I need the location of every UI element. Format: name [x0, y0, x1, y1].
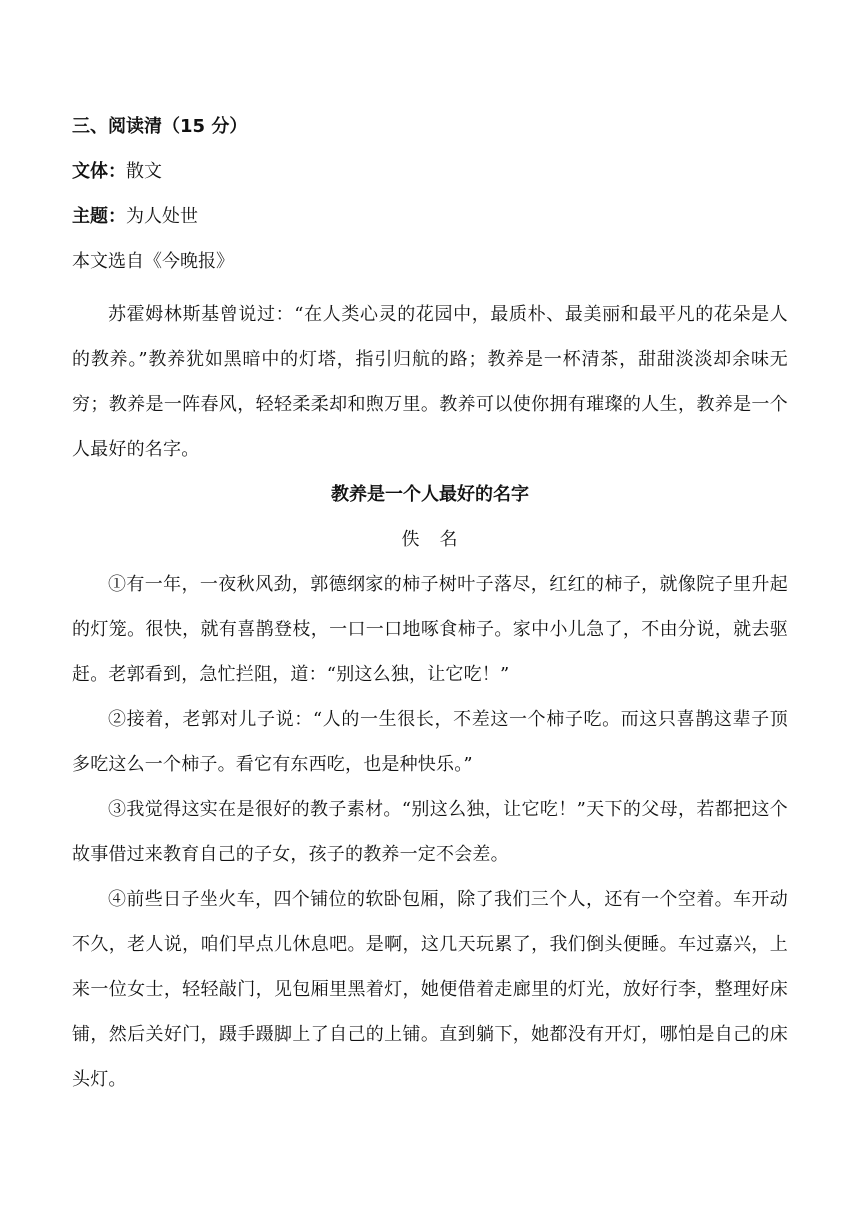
section-heading: 三、阅读清（15 分）: [72, 116, 248, 137]
genre-label: 文体：: [72, 161, 126, 182]
genre-line: [72, 157, 788, 202]
theme-line: [72, 202, 788, 247]
document-content: [72, 112, 788, 1102]
article-paragraph-1: ①有一年，一夜秋风劲，郭德纲家的柿子树叶子落尽，红红的柿子，就像院子里升起的灯笼。很快，就有喜鹊登枝，一口一口地啄食柿子。家中小儿急了，不由分说，就去驱赶。老郭看到，急忙拦阻，道：“别这么独，让它吃！”: [72, 574, 788, 685]
article-paragraph-2: ②接着，老郭对儿子说：“人的一生很长，不差这一个柿子吃。而这只喜鹊这辈子顶多吃这么一个柿子。看它有东西吃，也是种快乐。”: [72, 709, 788, 775]
genre-value: 散文: [126, 161, 162, 182]
theme-value: 为人处世: [126, 206, 198, 227]
article-paragraph-4: ④前些日子坐火车，四个铺位的软卧包厢，除了我们三个人，还有一个空着。车开动不久，老人说，咱们早点儿休息吧。是啊，这几天玩累了，我们倒头便睡。车过嘉兴，上来一位女士，轻轻敲门，见包厢里黑着灯，她便借着走廊里的灯光，放好行李，整理好床铺，然后关好门，蹑手蹑脚上了自己的上铺。直到躺下，她都没有开灯，哪怕是自己的床头灯。: [72, 889, 788, 1090]
theme-label: 主题：: [72, 206, 126, 227]
article-paragraph-3: ③我觉得这实在是很好的教子素材。“别这么独，让它吃！”天下的父母，若都把这个故事借过来教育自己的子女，孩子的教养一定不会差。: [72, 799, 788, 865]
intro-paragraph: 苏霍姆林斯基曾说过：“在人类心灵的花园中，最质朴、最美丽和最平凡的花朵是人的教养。”教养犹如黑暗中的灯塔，指引归航的路；教养是一杯清茶，甜甜淡淡却余味无穷；教养是一阵春风，轻轻柔柔却和煦万里。教养可以使你拥有璀璨的人生，教养是一个人最好的名字。: [72, 304, 788, 460]
article-title: 教养是一个人最好的名字: [331, 484, 529, 505]
source-line: 本文选自《今晚报》: [72, 251, 234, 272]
article-author: 佚 名: [401, 529, 459, 550]
